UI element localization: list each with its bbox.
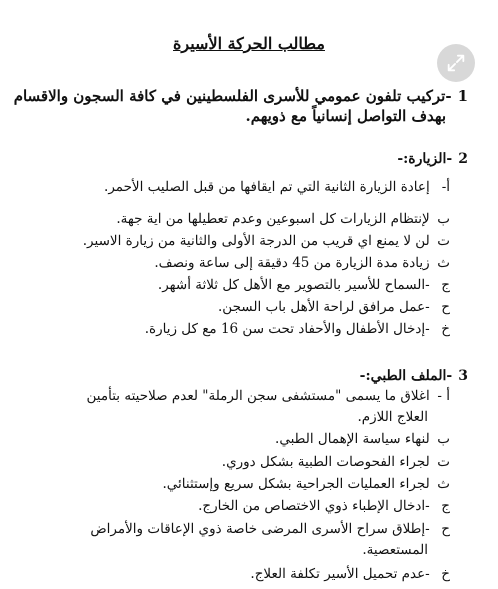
item-text: لإنتظام الزيارات كل اسبوعين وعدم تعطيلها من اية جهة. [116,211,430,227]
item-text: اغلاق ما يسمى "مستشفى سجن الرملة" لعدم صلاحيته بتأمين [86,388,430,404]
item-marker: ت [437,233,450,249]
item-marker: ج [441,498,450,514]
item-marker: ث [437,476,450,492]
item-marker: ت [437,454,450,470]
expand-arrows-icon [445,52,467,74]
item-marker: خ [441,321,450,337]
item-text: -إطلاق سراح الأسرى المرضى خاصة ذوي الإعاقات والأمراض [90,521,430,537]
item-marker: ح [441,299,450,315]
item-text: -عدم تحميل الأسير تكلفة العلاج. [250,566,430,582]
section-2-heading [397,149,468,169]
item-text: زيادة مدة الزيارة من 45 دقيقة إلى ساعة ونصف. [154,255,430,271]
section-number: 3 [458,368,468,384]
item-marker: خ [441,566,450,582]
item-text: -عمل مرافق لراحة الأهل باب السجن. [218,299,430,315]
section-heading-text: -تركيب تلفون عمومي للأسرى الفلسطينين في كافة السجون والاقسام [13,87,452,105]
page-title: مطالب الحركة الأسيرة [173,34,325,53]
item-marker: ب [437,431,450,447]
list-item [154,253,450,273]
item-text: لجراء الفحوصات الطبية بشكل دوري. [221,454,430,470]
item-text: إعادة الزيارة الثانية التي تم ايقافها من قبل الصليب الأحمر. [104,179,430,195]
list-item [218,297,450,317]
section-3-heading [360,366,468,386]
list-item [250,564,450,584]
section-number: 2 [458,151,468,167]
item-marker: ج [441,277,450,293]
item-text: لن لا يمنع اي قريب من الدرجة الأولى والثانية من زيارة الاسير. [82,233,430,249]
item-marker: أ- [441,179,450,195]
list-item-continuation: العلاج اللازم. [357,409,428,425]
list-item [90,519,450,539]
section-heading-text: -الزيارة:- [397,151,453,167]
item-text: -إدخال الأطفال والأحفاد تحت سن 16 مع كل زيارة. [144,321,430,337]
item-marker: ب [437,211,450,227]
list-item [104,177,450,197]
section-1-heading [14,86,468,106]
item-text: -ادخال الإطباء ذوي الاختصاص من الخارج. [198,498,430,514]
item-text: -السماح للأسير بالتصوير مع الأهل كل ثلاثة أشهر. [157,277,430,293]
expand-button[interactable] [437,44,475,82]
section-number: 1 [457,87,468,105]
item-marker: ث [437,255,450,271]
list-item [116,209,450,229]
list-item [222,452,450,472]
item-text: لنهاء سياسة الإهمال الطبي. [275,431,430,447]
list-item [83,231,450,251]
item-marker: ح [441,521,450,537]
list-item [275,429,450,449]
list-item [87,386,450,406]
list-item [162,474,450,494]
section-heading-text: -الملف الطبي:- [359,368,453,384]
item-text: لجراء العمليات الجراحية بشكل سريع وإستثنائي. [162,476,430,492]
section-1-heading-continuation: بهدف التواصل إنسانياً مع ذويهم. [245,107,446,125]
list-item [198,496,450,516]
list-item [158,275,450,295]
list-item [145,319,450,339]
item-marker: أ - [437,388,450,404]
list-item-continuation: المستعصية. [362,542,428,558]
